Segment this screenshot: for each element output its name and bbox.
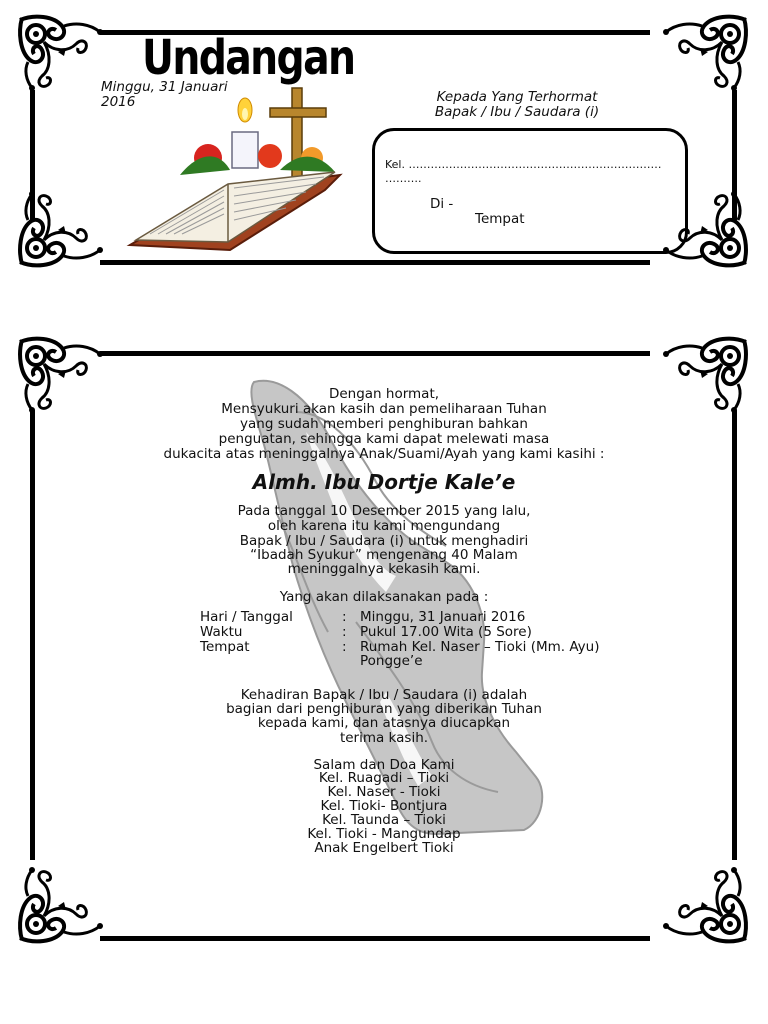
- cover-title: Undangan: [142, 30, 355, 86]
- closing-line-2: bagian dari penghiburan yang diberikan Tuhan: [226, 701, 542, 717]
- ornament-corner-top-right: [656, 12, 752, 96]
- schedule-place-value: Rumah Kel. Naser – Tioki (Mm. Ayu): [360, 639, 600, 655]
- address-dots-line: ……….: [385, 172, 422, 185]
- schedule-time-label: Waktu: [200, 624, 243, 640]
- ornament-corner-bottom-left: [14, 862, 110, 946]
- body-line-3: Bapak / Ibu / Saudara (i) untuk menghadiri: [239, 533, 529, 549]
- letter-border-top: [100, 351, 650, 356]
- deceased-name: Almh. Ibu Dortje Kale’e: [252, 470, 516, 494]
- opening-line-3: yang sudah memberi penghiburan bahkan: [240, 416, 528, 432]
- address-di: Di -: [430, 196, 454, 212]
- letter-border-bottom: [100, 936, 650, 941]
- cover-to-line2: Bapak / Ibu / Saudara (i): [434, 104, 600, 120]
- closing-line-1: Kehadiran Bapak / Ibu / Saudara (i) adalah: [240, 687, 528, 703]
- ornament-corner-top-left: [14, 334, 110, 418]
- opening-line-4: penguatan, sehingga kami dapat melewati masa: [218, 431, 550, 447]
- opening-line-5: dukacita atas meninggalnya Anak/Suami/Ayah yang kami kasihi :: [163, 446, 605, 462]
- signoff-line-7: Anak Engelbert Tioki: [314, 840, 454, 856]
- bible-cross-candle-illustration: [120, 80, 350, 260]
- closing-line-4: terima kasih.: [339, 730, 429, 746]
- ornament-corner-top-right: [656, 334, 752, 418]
- signoff-line-3: Kel. Naser - Tioki: [327, 784, 441, 800]
- schedule-day-value: Minggu, 31 Januari 2016: [360, 609, 526, 625]
- signoff-line-6: Kel. Tioki - Mangundap: [307, 826, 461, 842]
- signoff-line-2: Kel. Ruagadi – Tioki: [318, 770, 450, 786]
- cover-border-bottom: [100, 260, 650, 265]
- schedule-day-sep: :: [342, 609, 347, 625]
- body-line-1: Pada tanggal 10 Desember 2015 yang lalu,: [237, 503, 531, 519]
- schedule-place-sep: :: [342, 639, 347, 655]
- closing-line-3: kepada kami, dan atasnya diucapkan: [257, 715, 511, 731]
- letter-border-left: [30, 410, 35, 860]
- body-line-2: oleh karena itu kami mengundang: [267, 518, 501, 534]
- address-tempat: Tempat: [475, 211, 525, 227]
- ornament-corner-top-left: [14, 12, 110, 96]
- signoff-line-4: Kel. Tioki- Bontjura: [320, 798, 448, 814]
- opening-line-1: Dengan hormat,: [328, 386, 440, 402]
- address-box: [372, 128, 688, 254]
- schedule-time-sep: :: [342, 624, 347, 640]
- schedule-day-label: Hari / Tanggal: [200, 609, 293, 625]
- address-kel-line: Kel. ……………………………………………………………: [385, 158, 662, 171]
- signoff-line-1: Salam dan Doa Kami: [313, 757, 455, 773]
- cover-to-line1: Kepada Yang Terhormat: [436, 89, 598, 105]
- signoff-line-5: Kel. Taunda – Tioki: [322, 812, 446, 828]
- schedule-intro: Yang akan dilaksanakan pada :: [279, 589, 489, 605]
- ornament-corner-bottom-right: [656, 862, 752, 946]
- schedule-time-value: Pukul 17.00 Wita (5 Sore): [360, 624, 532, 640]
- schedule-place-value-cont: Pongge’e: [360, 653, 423, 669]
- schedule-place-label: Tempat: [200, 639, 250, 655]
- opening-line-2: Mensyukuri akan kasih dan pemeliharaan Tuhan: [221, 401, 547, 417]
- letter-border-right: [732, 410, 737, 860]
- cover-date-line2: 2016: [101, 94, 136, 110]
- body-line-5: meninggalnya kekasih kami.: [287, 561, 481, 577]
- ornament-corner-bottom-left: [14, 186, 110, 270]
- cover-date-line1: Minggu, 31 Januari: [101, 79, 228, 95]
- body-line-4: “Ibadah Syukur” mengenang 40 Malam: [250, 547, 518, 563]
